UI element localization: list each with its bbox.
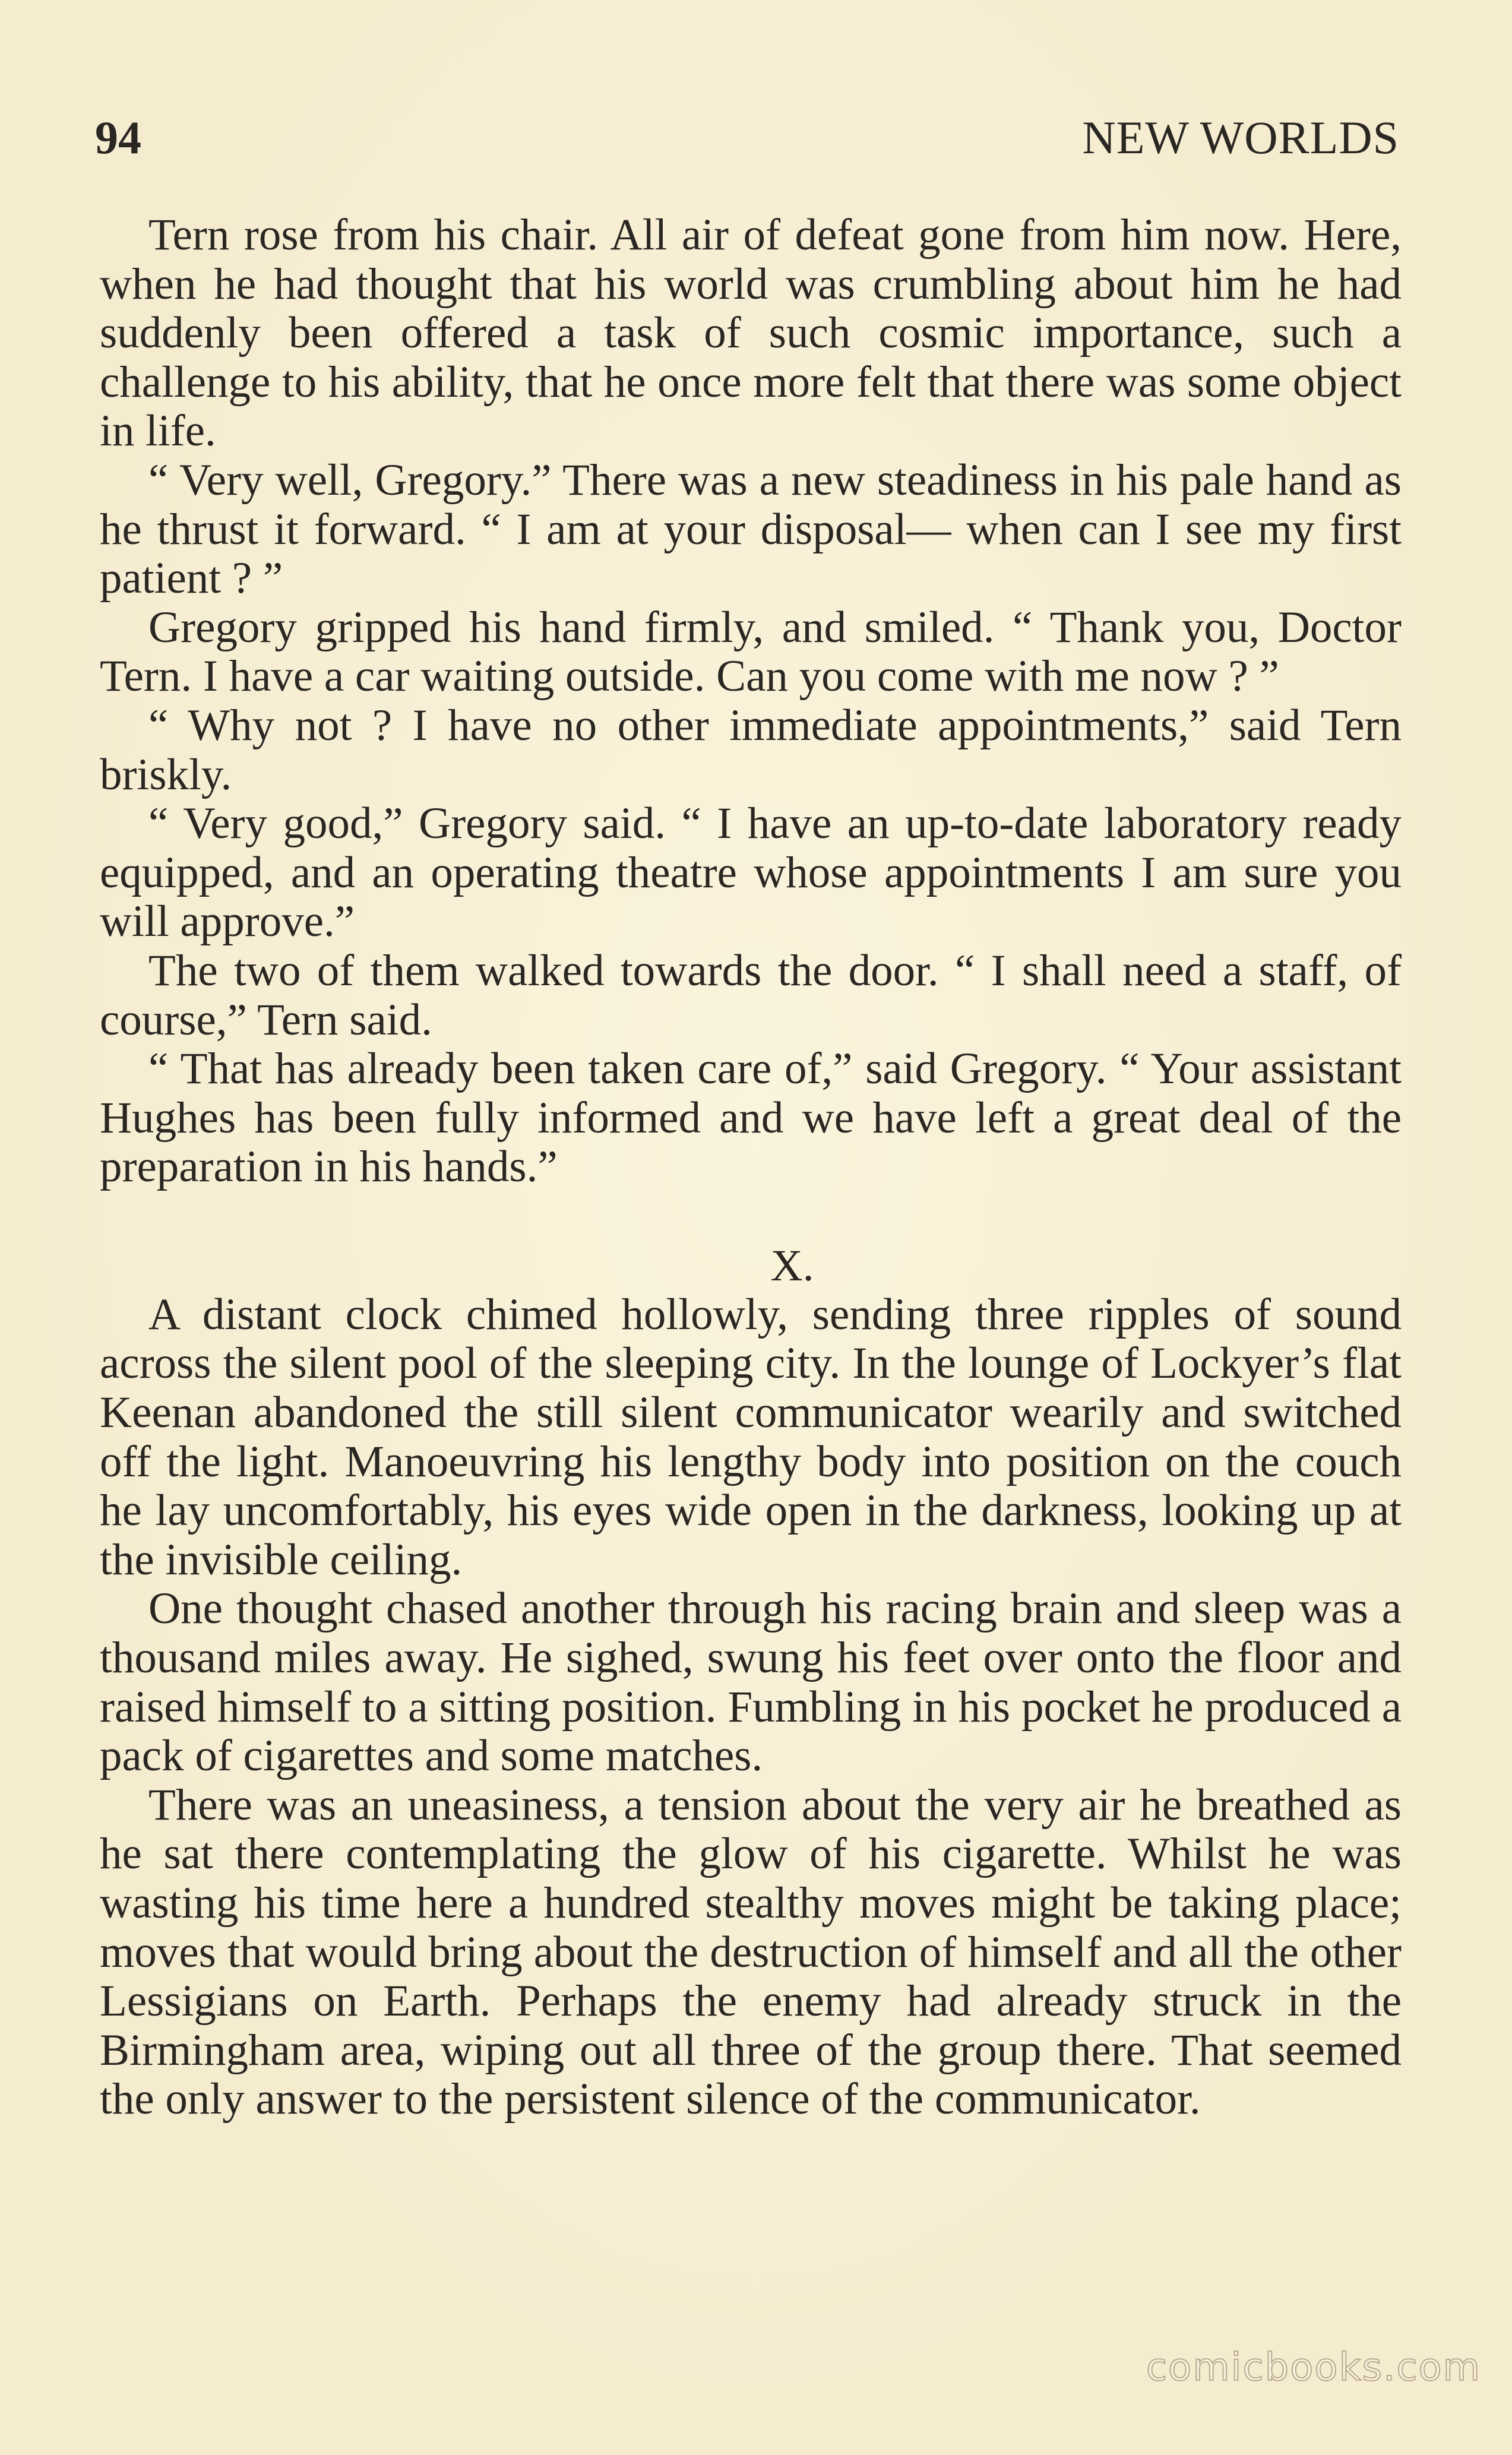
watermark: comicbooks.com <box>1146 2346 1481 2390</box>
paragraph: “ Very good,” Gregory said. “ I have an up-to-date laboratory ready equipped, and an operating theatre whose appointments I am sure you will approve.” <box>100 799 1402 947</box>
running-title: NEW WORLDS <box>1082 112 1399 163</box>
section-heading <box>100 1192 1402 1290</box>
paragraph: “ Very well, Gregory.” There was a new steadiness in his pale hand as he thrust it forward. “ I am at your disposal— when can I see my first patient ? ” <box>100 455 1402 603</box>
paragraph: Gregory gripped his hand firmly, and smiled. “ Thank you, Doctor Tern. I have a car waiting outside. Can you come with me now ? ” <box>100 602 1402 701</box>
body-text <box>100 211 1402 2124</box>
page-number: 94 <box>95 112 141 163</box>
paragraph: The two of them walked towards the door. “ I shall need a staff, of course,” Tern said. <box>100 945 1402 1045</box>
paragraph: There was an uneasiness, a tension about the very air he breathed as he sat there contemplating the glow of his cigarette. Whilst he was wasting his time here a hundred stealthy moves might be taking place; moves that would bring about the destruction of himself and all the other Lessigians on Earth. Perhaps the enemy had already struck in the Birmingham area, wiping out all three of the group there. That seemed the only answer to the persistent silence of the communicator. <box>100 1780 1402 2124</box>
paragraph: A distant clock chimed hollowly, sending three ripples of sound across the silent pool of the sleeping city. In the lounge of Lockyer’s flat Keenan abandoned the still silent communicator wearily and switched off the light. Manoeuvring his lengthy body into position on the couch he lay uncomfortably, his eyes wide open in the darkness, looking up at the invisible ceiling. <box>100 1289 1402 1584</box>
paragraph: “ That has already been taken care of,” said Gregory. “ Your assistant Hughes has been fully informed and we have left a great deal of the preparation in his hands.” <box>100 1044 1402 1192</box>
paragraph: Tern rose from his chair. All air of defeat gone from him now. Here, when he had thought that his world was crumbling about him he had suddenly been offered a task of such cosmic importance, such a challenge to his ability, that he once more felt that there was some object in life. <box>100 210 1402 456</box>
section-heading-label: X. <box>770 1241 814 1290</box>
paragraph: “ Why not ? I have no other immediate appointments,” said Tern briskly. <box>100 700 1402 799</box>
page-header <box>95 108 1399 167</box>
paragraph: One thought chased another through his racing brain and sleep was a thousand miles away. He sighed, swung his feet over onto the floor and raised himself to a sitting position. Fumbling in his pocket he produced a pack of cigarettes and some matches. <box>100 1584 1402 1781</box>
